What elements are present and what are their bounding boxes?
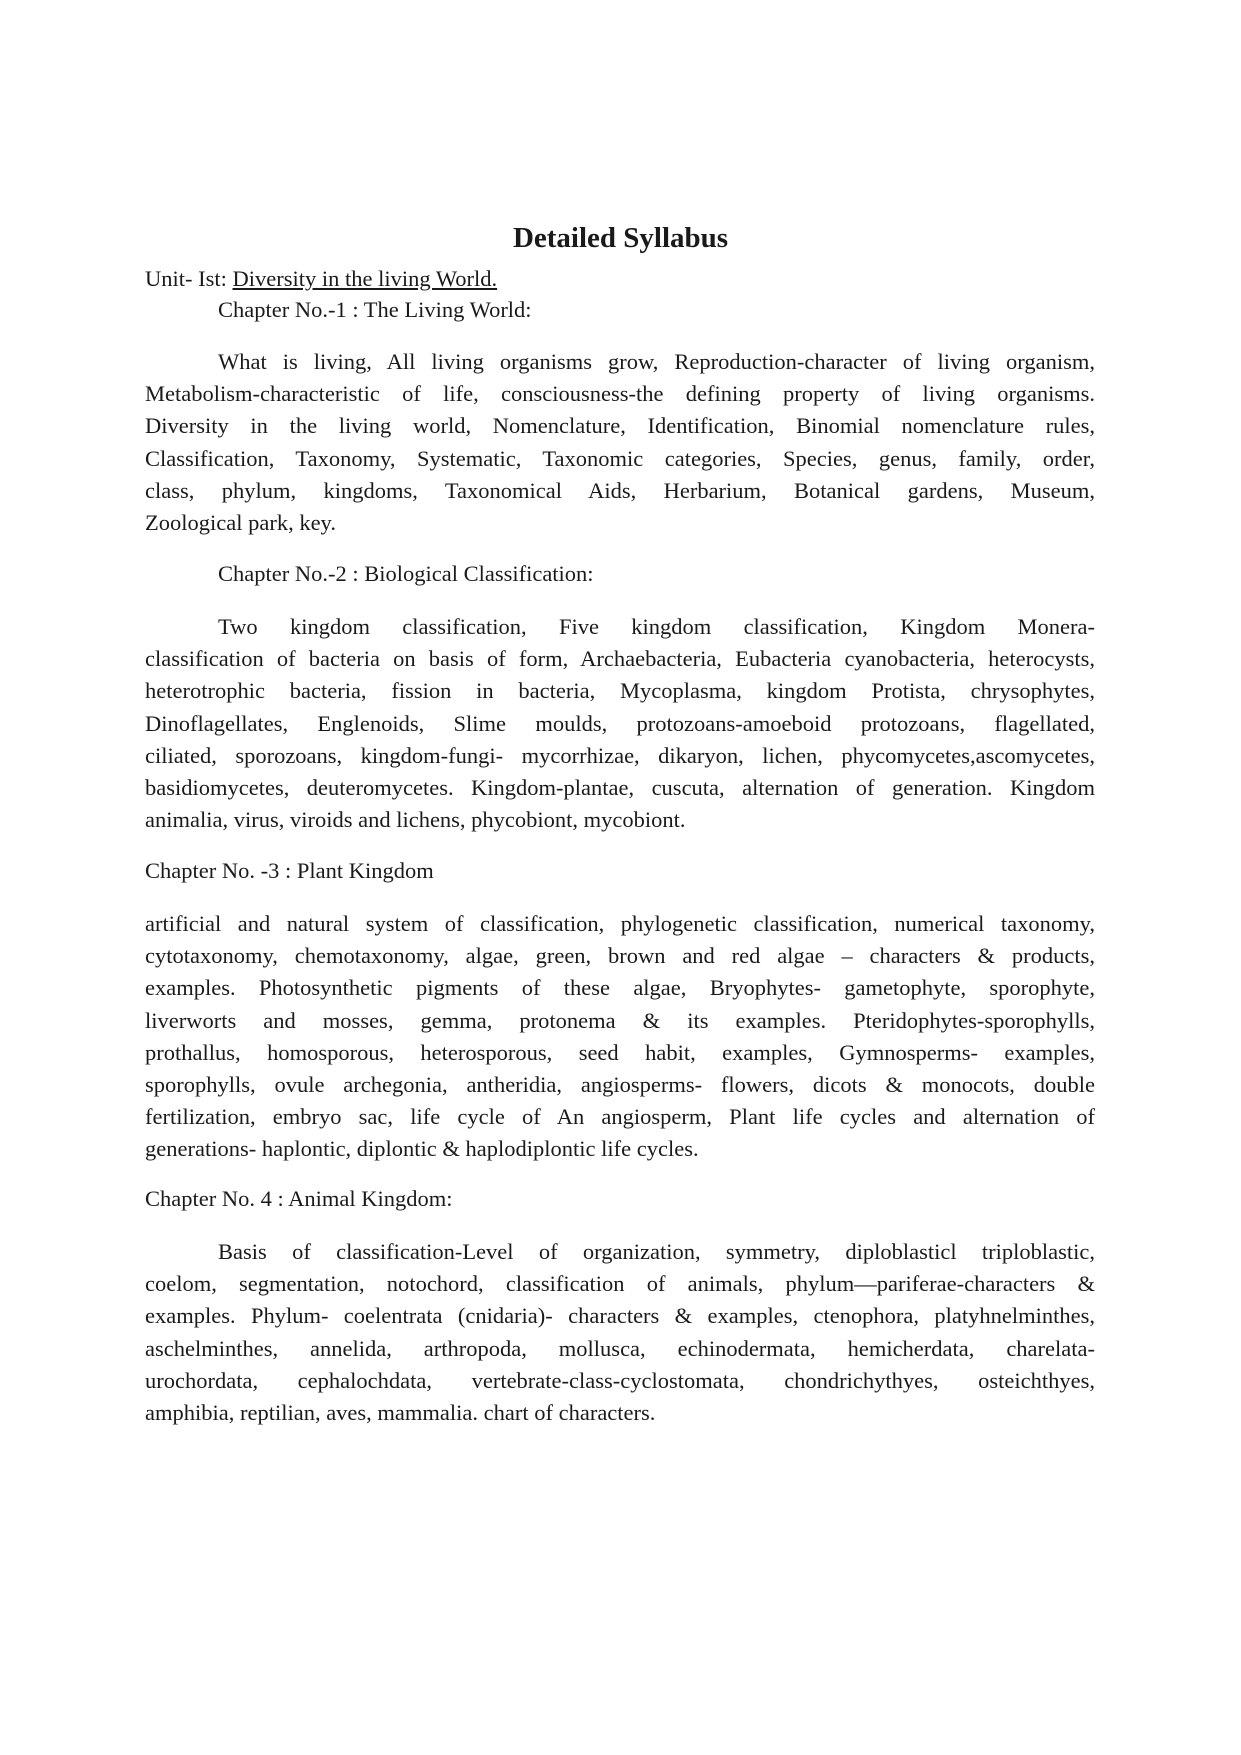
paragraph-line: basidiomycetes, deuteromycetes. Kingdom-plantae, cuscuta, alternation of generation. Kingdom (145, 774, 1095, 800)
page-title: Detailed Syllabus (512, 222, 729, 254)
paragraph-line: cytotaxonomy, chemotaxonomy, algae, green, brown and red algae – characters & products, (145, 943, 1095, 969)
paragraph-line: examples. Photosynthetic pigments of these algae, Bryophytes- gametophyte, sporophyte, (145, 975, 1095, 1001)
paragraph-line: class, phylum, kingdoms, Taxonomical Aids, Herbarium, Botanical gardens, Museum, (145, 477, 1095, 503)
paragraph-line: Two kingdom classification, Five kingdom classification, Kingdom Monera- (218, 614, 1095, 639)
paragraph-line: aschelminthes, annelida, arthropoda, mollusca, echinodermata, hemicherdata, charelata- (145, 1335, 1095, 1361)
chapter-1-paragraph (145, 346, 1095, 539)
unit-prefix: Unit- Ist: (145, 266, 233, 291)
paragraph-line: Dinoflagellates, Englenoids, Slime moulds, protozoans-amoeboid protozoans, flagellated, (145, 710, 1095, 736)
paragraph-line: sporophylls, ovule archegonia, antheridia, angiosperms- flowers, dicots & monocots, double (145, 1071, 1095, 1097)
chapter-4-heading: Chapter No. 4 : Animal Kingdom: (145, 1186, 453, 1211)
chapter-3-heading: Chapter No. -3 : Plant Kingdom (145, 858, 434, 883)
unit-name: Diversity in the living World. (232, 266, 498, 291)
paragraph-line: classification of bacteria on basis of form, Archaebacteria, Eubacteria cyanobacteria, heterocysts, (145, 646, 1095, 672)
chapter-3-paragraph (145, 908, 1095, 1166)
paragraph-line: Diversity in the living world, Nomenclature, Identification, Binomial nomenclature rules, (145, 413, 1095, 439)
paragraph-line: urochordata, cephalochdata, vertebrate-class-cyclostomata, chondrichythyes, osteichthyes, (145, 1367, 1095, 1393)
paragraph-line: Classification, Taxonomy, Systematic, Taxonomic categories, Species, genus, family, order, (145, 445, 1095, 471)
chapter-2-heading: Chapter No.-2 : Biological Classification: (218, 561, 594, 586)
paragraph-line: Basis of classification-Level of organization, symmetry, diploblasticl triploblastic, (218, 1239, 1095, 1264)
chapter-1-heading: Chapter No.-1 : The Living World: (218, 297, 532, 322)
paragraph-line: generations- haplontic, diplontic & haplodiplontic life cycles. (145, 1136, 699, 1162)
paragraph-line: liverworts and mosses, gemma, protonema & its examples. Pteridophytes-sporophylls, (145, 1007, 1095, 1033)
chapter-2-paragraph (145, 611, 1095, 836)
paragraph-line: animalia, virus, viroids and lichens, phycobiont, mycobiont. (145, 807, 686, 833)
paragraph-line: amphibia, reptilian, aves, mammalia. chart of characters. (145, 1399, 656, 1425)
paragraph-line: Metabolism-characteristic of life, consciousness-the defining property of living organisms. (145, 381, 1095, 407)
paragraph-line: ciliated, sporozoans, kingdom-fungi- mycorrhizae, dikaryon, lichen, phycomycetes,ascomycetes, (145, 742, 1095, 768)
chapter-4-paragraph (145, 1236, 1095, 1429)
paragraph-line: coelom, segmentation, notochord, classification of animals, phylum—pariferae-characters & (145, 1271, 1095, 1297)
unit-line (145, 263, 497, 295)
paragraph-line: What is living, All living organisms grow, Reproduction-character of living organism, (218, 349, 1095, 374)
paragraph-line: prothallus, homosporous, heterosporous, seed habit, examples, Gymnosperms- examples, (145, 1039, 1095, 1065)
paragraph-line: artificial and natural system of classification, phylogenetic classification, numerical taxonomy, (145, 911, 1095, 936)
paragraph-line: Zoological park, key. (145, 509, 336, 535)
paragraph-line: examples. Phylum- coelentrata (cnidaria)- characters & examples, ctenophora, platyhnelminthes, (145, 1303, 1095, 1329)
paragraph-line: fertilization, embryo sac, life cycle of An angiosperm, Plant life cycles and alternation of (145, 1104, 1095, 1130)
paragraph-line: heterotrophic bacteria, fission in bacteria, Mycoplasma, kingdom Protista, chrysophytes, (145, 678, 1095, 704)
